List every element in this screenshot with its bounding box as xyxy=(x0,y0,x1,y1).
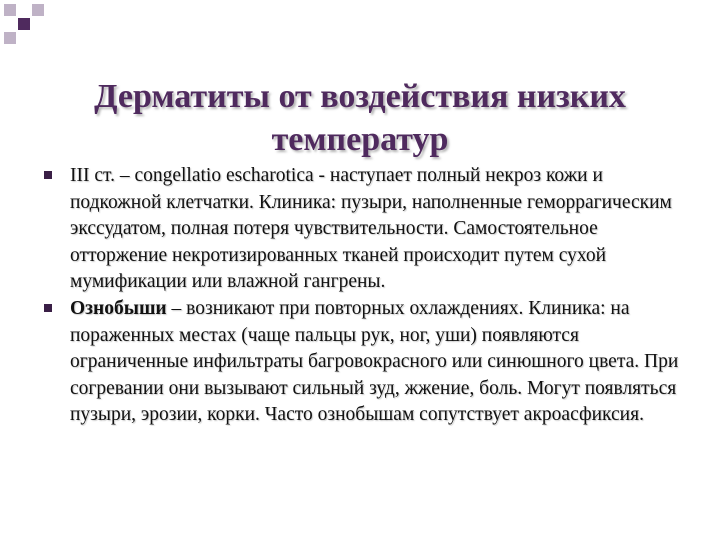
square-bullet-icon xyxy=(44,171,52,179)
decor-square xyxy=(4,32,16,44)
corner-decoration xyxy=(0,0,60,48)
decor-square xyxy=(4,4,16,16)
slide-title: Дерматиты от воздействия низких температур xyxy=(94,77,626,158)
bullet-text: – возникают при повторных охлаждениях. Клиника: на пораженных местах (чаще пальцы рук, ног, уши) появляются ограниченные инфильтраты багровокрасного или синюшного цвета. При согревании они вызывают сильный зуд, жжение, боль. Могут появляться пузыри, эрозии, корки. Часто ознобышам сопутствует акроасфиксия. xyxy=(70,297,679,426)
bullet-item xyxy=(44,296,694,429)
bullet-item xyxy=(44,163,694,296)
decor-square xyxy=(32,4,44,16)
square-bullet-icon xyxy=(44,304,52,312)
bullet-term: Ознобыши xyxy=(70,297,167,319)
bullet-text: III ст. – congellatio escharotica - наступает полный некроз кожи и подкожной клетчатки. Клиника: пузыри, наполненные геморрагическим экссудатом, полная потеря чувствительности. Самостоятельное отторжение некротизированных тканей происходит путем сухой мумификации или влажной гангрены. xyxy=(70,165,672,293)
decor-square xyxy=(18,18,30,30)
bullet-list xyxy=(44,163,694,429)
